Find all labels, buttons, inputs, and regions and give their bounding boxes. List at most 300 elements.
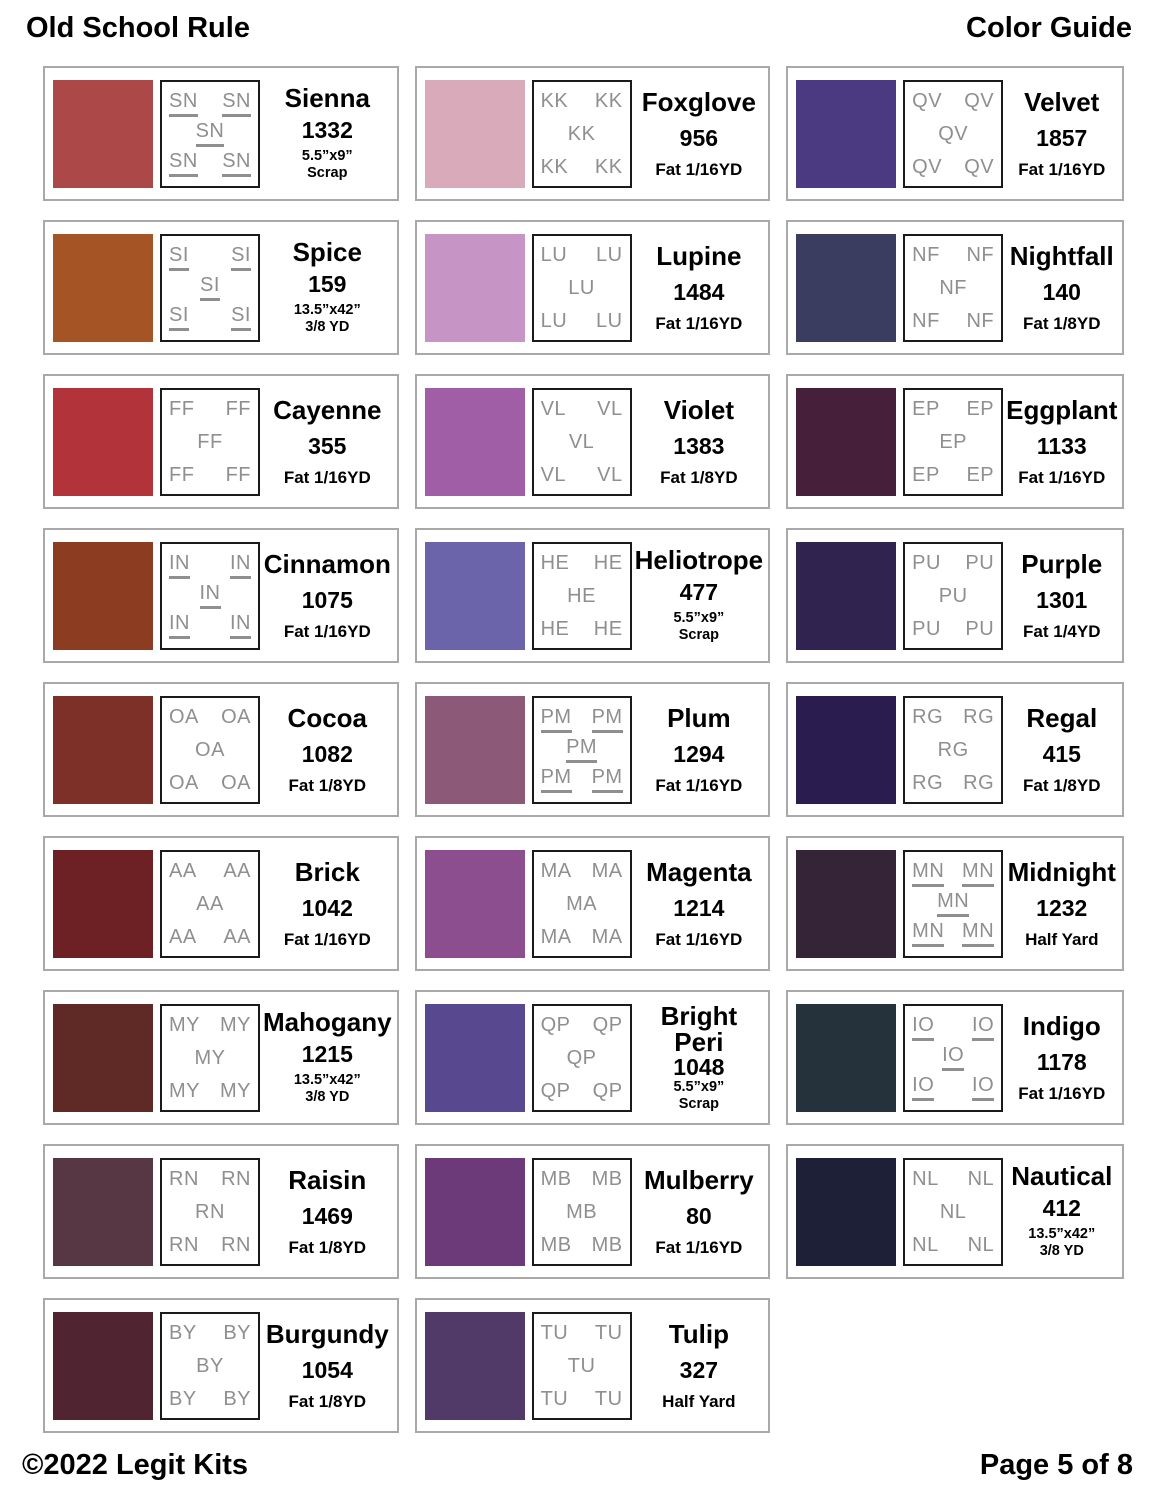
code-box [903, 542, 1003, 650]
color-card [786, 528, 1124, 663]
fabric-code: BY [223, 1321, 251, 1344]
fabric-code: EP [912, 397, 940, 420]
color-number: 327 [679, 1356, 719, 1383]
code-row [912, 1169, 994, 1189]
code-row [169, 927, 251, 947]
code-box [160, 388, 260, 496]
color-card [786, 220, 1124, 355]
fabric-code: LU [540, 309, 568, 332]
code-row [169, 773, 251, 793]
color-info [635, 1311, 764, 1421]
code-row [541, 861, 623, 881]
color-info [635, 79, 764, 189]
color-number: 355 [308, 432, 347, 459]
yardage: Fat 1/16YD [655, 159, 743, 179]
fabric-code: LU [596, 243, 623, 266]
fabric-code: MY [194, 1046, 226, 1069]
fabric-swatch [796, 388, 896, 496]
yardage: Fat 1/16YD [1018, 159, 1106, 179]
code-box [532, 696, 632, 804]
code-row [169, 245, 251, 271]
fabric-code: OA [169, 705, 199, 728]
color-name: Eggplant [1006, 395, 1118, 426]
color-info [263, 387, 392, 497]
fabric-code: BY [169, 1387, 197, 1410]
fabric-code: VL [540, 463, 567, 486]
fabric-code: OA [195, 738, 225, 761]
color-number: 1178 [1036, 1048, 1087, 1075]
fabric-code: NL [967, 1167, 995, 1190]
fabric-code: QP [540, 1079, 571, 1102]
color-card [786, 1144, 1124, 1279]
color-name: Plum [667, 703, 731, 734]
fabric-swatch [796, 1158, 896, 1266]
fabric-swatch [53, 1004, 153, 1112]
fabric-code: NF [966, 243, 995, 266]
fabric-code: LU [596, 309, 623, 332]
code-row [541, 927, 623, 947]
fabric-code: QV [912, 89, 943, 112]
color-card [415, 374, 771, 509]
color-name: Midnight [1007, 857, 1116, 888]
fabric-swatch [425, 542, 525, 650]
fabric-swatch [425, 850, 525, 958]
code-box [903, 1004, 1003, 1112]
code-row [912, 311, 994, 331]
fabric-code: VL [540, 397, 567, 420]
fabric-swatch [796, 850, 896, 958]
fabric-code: BY [223, 1387, 251, 1410]
yardage: 13.5”x42” 3/8 YD [293, 1072, 361, 1106]
color-name: Mulberry [643, 1165, 754, 1196]
color-card [415, 836, 771, 971]
fabric-code: MA [540, 859, 572, 882]
yardage: Fat 1/4YD [1023, 621, 1101, 641]
color-info [635, 1000, 764, 1113]
code-box [532, 388, 632, 496]
fabric-swatch [425, 1312, 525, 1420]
fabric-code: RN [169, 1233, 199, 1256]
fabric-code: SN [169, 151, 198, 177]
fabric-code: BY [169, 1321, 197, 1344]
yardage: Fat 1/16YD [1018, 1083, 1106, 1103]
code-row [541, 894, 623, 914]
fabric-code: FF [169, 463, 195, 486]
yardage: Fat 1/8YD [288, 1237, 367, 1257]
copyright: ©2022 Legit Kits [22, 1449, 249, 1481]
color-number: 1332 [301, 116, 353, 143]
fabric-code: IN [230, 613, 251, 639]
color-info [635, 541, 764, 651]
code-row [541, 1015, 623, 1035]
color-info [263, 79, 392, 189]
code-box [160, 80, 260, 188]
code-row [541, 1048, 623, 1068]
code-row [541, 619, 623, 639]
color-info [635, 1157, 764, 1267]
color-info [263, 1157, 392, 1267]
fabric-code: MN [937, 891, 969, 917]
fabric-swatch [425, 1158, 525, 1266]
fabric-swatch [796, 696, 896, 804]
code-box [532, 850, 632, 958]
color-name: Spice [292, 237, 362, 268]
fabric-code: IN [169, 553, 190, 579]
color-card [415, 1298, 771, 1433]
code-row [541, 278, 623, 298]
yardage: 13.5”x42” 3/8 YD [293, 302, 361, 336]
fabric-code: SN [169, 91, 198, 117]
color-number: 80 [686, 1202, 712, 1229]
code-row [541, 1202, 623, 1222]
fabric-code: TU [540, 1387, 569, 1410]
fabric-code: OA [221, 705, 251, 728]
code-row [541, 707, 623, 733]
color-info [635, 695, 764, 805]
fabric-code: OA [169, 771, 199, 794]
yardage: Fat 1/8YD [1023, 775, 1101, 795]
fabric-code: LU [540, 243, 568, 266]
color-card [43, 1144, 399, 1279]
fabric-code: MN [912, 921, 944, 947]
fabric-code: SI [169, 245, 189, 271]
fabric-code: MB [540, 1167, 572, 1190]
color-info [635, 849, 764, 959]
fabric-code: IO [942, 1045, 964, 1071]
fabric-swatch [796, 234, 896, 342]
fabric-code: IO [912, 1015, 934, 1041]
code-row [912, 1235, 994, 1255]
fabric-code: PM [592, 707, 623, 733]
code-row [912, 124, 994, 144]
fabric-code: HE [540, 617, 570, 640]
color-number: 1301 [1036, 586, 1088, 613]
fabric-code: IN [230, 553, 251, 579]
fabric-code: MY [220, 1013, 251, 1036]
fabric-code: HE [593, 551, 623, 574]
fabric-code: KK [540, 155, 569, 178]
color-number: 1383 [673, 432, 725, 459]
fabric-code: PM [541, 707, 572, 733]
yardage: Fat 1/16YD [655, 929, 743, 949]
code-box [160, 1312, 260, 1420]
color-info [1006, 387, 1117, 497]
color-info [1006, 233, 1117, 343]
color-name: Cayenne [273, 395, 382, 426]
code-row [912, 465, 994, 485]
yardage: Fat 1/8YD [288, 1391, 367, 1411]
fabric-code: HE [540, 551, 570, 574]
fabric-swatch [425, 388, 525, 496]
code-row [541, 1389, 623, 1409]
code-row [169, 275, 251, 301]
yardage: Half Yard [662, 1391, 736, 1411]
fabric-code: RG [937, 738, 969, 761]
fabric-code: PU [912, 551, 941, 574]
fabric-code: MA [566, 892, 598, 915]
fabric-code: QV [912, 155, 943, 178]
fabric-code: QV [964, 89, 995, 112]
color-number: 1133 [1036, 432, 1087, 459]
color-number: 1214 [673, 894, 725, 921]
fabric-swatch [796, 542, 896, 650]
color-name: Burgundy [265, 1319, 389, 1350]
page-title: Old School Rule [26, 12, 250, 44]
color-number: 1042 [301, 894, 353, 921]
fabric-swatch [53, 234, 153, 342]
color-info [263, 541, 392, 651]
fabric-code: MA [591, 925, 623, 948]
fabric-code: NF [939, 276, 967, 299]
fabric-code: RG [912, 705, 944, 728]
color-info [263, 849, 392, 959]
fabric-code: AA [223, 859, 251, 882]
yardage: Fat 1/16YD [655, 1237, 743, 1257]
yardage: Half Yard [1025, 929, 1099, 949]
fabric-code: MY [169, 1013, 200, 1036]
fabric-swatch [53, 850, 153, 958]
code-box [903, 80, 1003, 188]
code-box [160, 1158, 260, 1266]
fabric-code: KK [594, 89, 623, 112]
fabric-code: SN [222, 91, 251, 117]
color-number: 415 [1042, 740, 1081, 767]
color-name: Foxglove [641, 87, 756, 118]
code-row [169, 399, 251, 419]
color-card [43, 836, 399, 971]
code-box [903, 388, 1003, 496]
color-card [43, 990, 399, 1125]
color-number: 1215 [301, 1040, 353, 1067]
code-row [912, 921, 994, 947]
fabric-code: SI [200, 275, 220, 301]
fabric-swatch [53, 1158, 153, 1266]
code-box [903, 850, 1003, 958]
code-row [541, 586, 623, 606]
fabric-code: MN [962, 861, 994, 887]
code-row [169, 465, 251, 485]
fabric-swatch [53, 542, 153, 650]
code-row [541, 245, 623, 265]
code-row [541, 1356, 623, 1376]
code-row [912, 1075, 994, 1101]
fabric-code: MB [591, 1167, 623, 1190]
code-box [903, 696, 1003, 804]
fabric-code: MY [220, 1079, 251, 1102]
color-name: Cinnamon [263, 549, 391, 580]
color-card [43, 374, 399, 509]
color-name: Brick [294, 857, 360, 888]
fabric-code: PU [912, 617, 941, 640]
fabric-code: RN [169, 1167, 199, 1190]
fabric-code: NL [912, 1233, 939, 1256]
fabric-code: QP [592, 1079, 623, 1102]
color-name: Lupine [656, 241, 742, 272]
fabric-code: QP [566, 1046, 597, 1069]
fabric-swatch [53, 388, 153, 496]
code-row [912, 891, 994, 917]
color-card [786, 836, 1124, 971]
code-row [169, 1081, 251, 1101]
yardage: 5.5”x9” Scrap [301, 148, 353, 182]
code-box [160, 234, 260, 342]
code-row [169, 1235, 251, 1255]
fabric-code: TU [594, 1387, 623, 1410]
fabric-code: MN [962, 921, 994, 947]
code-row [169, 1356, 251, 1376]
code-row [169, 1169, 251, 1189]
color-info [263, 233, 392, 343]
yardage: Fat 1/16YD [283, 467, 371, 487]
fabric-code: AA [169, 859, 197, 882]
fabric-swatch [425, 234, 525, 342]
code-row [169, 1048, 251, 1068]
yardage: 13.5”x42” 3/8 YD [1028, 1226, 1096, 1260]
code-row [912, 1045, 994, 1071]
code-row [912, 91, 994, 111]
fabric-code: PU [965, 551, 995, 574]
color-info [1006, 695, 1117, 805]
color-name: Mahogany [263, 1007, 392, 1038]
color-info [263, 1003, 392, 1113]
color-name: Nightfall [1009, 241, 1114, 272]
code-row [912, 399, 994, 419]
code-row [541, 399, 623, 419]
fabric-code: MB [540, 1233, 572, 1256]
code-row [169, 861, 251, 881]
fabric-swatch [53, 696, 153, 804]
code-box [903, 234, 1003, 342]
code-box [160, 850, 260, 958]
color-number: 956 [679, 124, 719, 151]
color-info [263, 1311, 392, 1421]
code-row [541, 1081, 623, 1101]
color-info [1006, 541, 1117, 651]
code-row [912, 432, 994, 452]
fabric-code: BY [196, 1354, 224, 1377]
fabric-code: NL [912, 1167, 939, 1190]
color-name: Heliotrope [634, 545, 764, 576]
fabric-code: RG [963, 705, 995, 728]
yardage: Fat 1/16YD [655, 313, 743, 333]
fabric-code: IN [169, 613, 190, 639]
code-box [532, 1004, 632, 1112]
color-info [1006, 1003, 1117, 1113]
color-card [415, 220, 771, 355]
color-info [635, 387, 764, 497]
code-row [541, 465, 623, 485]
color-name: Regal [1026, 703, 1098, 734]
code-row [169, 151, 251, 177]
color-name: Cocoa [287, 703, 368, 734]
code-box [903, 1158, 1003, 1266]
fabric-code: OA [221, 771, 251, 794]
code-row [912, 619, 994, 639]
fabric-code: TU [540, 1321, 569, 1344]
code-row [541, 553, 623, 573]
fabric-code: VL [597, 397, 623, 420]
color-number: 1048 [673, 1053, 725, 1080]
fabric-code: QP [592, 1013, 623, 1036]
fabric-code: FF [197, 430, 223, 453]
code-box [160, 696, 260, 804]
page-number: Page 5 of 8 [979, 1449, 1133, 1481]
color-number: 1294 [673, 740, 725, 767]
code-box [532, 234, 632, 342]
fabric-code: NF [912, 309, 940, 332]
color-card [415, 528, 771, 663]
color-card [415, 1144, 771, 1279]
code-row [169, 121, 251, 147]
code-row [169, 1389, 251, 1409]
code-row [169, 583, 251, 609]
color-card [43, 1298, 399, 1433]
fabric-code: QP [540, 1013, 571, 1036]
code-row [912, 586, 994, 606]
color-number: 1857 [1036, 124, 1088, 151]
fabric-code: KK [594, 155, 623, 178]
fabric-code: PU [938, 584, 968, 607]
fabric-code: NL [967, 1233, 995, 1256]
fabric-code: AA [196, 892, 224, 915]
color-card [786, 682, 1124, 817]
fabric-code: MB [591, 1233, 623, 1256]
color-card [43, 66, 399, 201]
code-row [169, 613, 251, 639]
fabric-code: EP [966, 397, 995, 420]
code-row [169, 1323, 251, 1343]
code-row [169, 1015, 251, 1035]
fabric-code: PM [566, 737, 597, 763]
fabric-swatch [796, 1004, 896, 1112]
fabric-code: MB [566, 1200, 598, 1223]
fabric-code: KK [567, 122, 596, 145]
color-number: 1469 [301, 1202, 353, 1229]
yardage: Fat 1/8YD [660, 467, 738, 487]
fabric-code: FF [169, 397, 195, 420]
fabric-code: NF [966, 309, 995, 332]
code-box [160, 1004, 260, 1112]
color-name: Indigo [1022, 1011, 1101, 1042]
code-row [541, 91, 623, 111]
yardage: Fat 1/8YD [1023, 313, 1101, 333]
code-row [169, 305, 251, 331]
color-card [786, 374, 1124, 509]
color-info [1006, 849, 1117, 959]
code-row [912, 1202, 994, 1222]
color-name: Raisin [288, 1165, 367, 1196]
yardage: Fat 1/16YD [1018, 467, 1106, 487]
color-number: 1484 [673, 278, 725, 305]
code-row [541, 1323, 623, 1343]
fabric-code: IN [200, 583, 221, 609]
yardage: Fat 1/16YD [283, 621, 371, 641]
color-card-grid [43, 66, 1121, 1433]
color-number: 477 [679, 578, 719, 605]
fabric-code: LU [568, 276, 595, 299]
color-card [415, 66, 771, 201]
color-number: 140 [1042, 278, 1081, 305]
yardage: 5.5”x9” Scrap [673, 1079, 725, 1112]
code-row [912, 773, 994, 793]
color-number: 412 [1042, 1194, 1081, 1221]
fabric-code: IO [972, 1015, 994, 1041]
page-footer [0, 1449, 1162, 1482]
fabric-code: VL [597, 463, 623, 486]
fabric-code: FF [225, 397, 251, 420]
code-row [912, 707, 994, 727]
code-row [169, 91, 251, 117]
